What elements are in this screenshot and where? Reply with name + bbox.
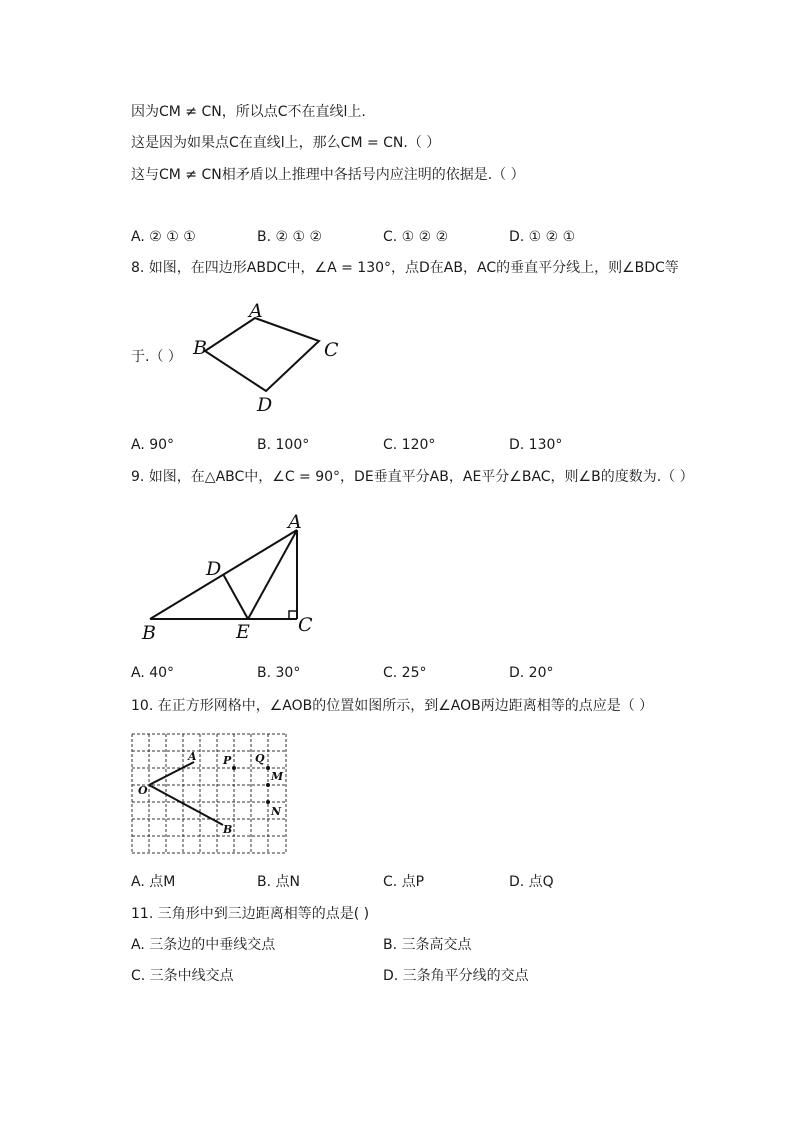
q10-label-o: O [138, 784, 148, 797]
q8-label-d: D [257, 394, 273, 416]
q8-stem: 8. 如图，在四边形ABDC中，∠A = 130°，点D在AB，AC的垂直平分线上，则∠BDC等 [131, 260, 679, 276]
q10-label-p: P [223, 754, 232, 767]
q7-option-c: C. ① ② ② [383, 229, 449, 245]
q10-label-q: Q [255, 752, 265, 765]
q8-option-b: B. 100° [257, 437, 310, 453]
q10-stem: 10. 在正方形网格中，∠AOB的位置如图所示，到∠AOB两边距离相等的点应是（ ） [131, 698, 654, 714]
proof-line-3: 这与CM ≠ CN相矛盾以上推理中各括号内应注明的依据是.（ ） [131, 167, 525, 183]
q9-label-c: C [298, 614, 313, 636]
q9-triangle-figure [138, 510, 328, 645]
q9-option-d: D. 20° [509, 665, 554, 681]
q11-option-a: A. 三条边的中垂线交点 [131, 937, 276, 953]
q10-option-c: C. 点P [383, 874, 425, 890]
q7-option-d: D. ① ② ① [509, 229, 576, 245]
q8-stem-continued: 于.（ ） [131, 349, 182, 365]
q8-label-c: C [324, 339, 339, 361]
q10-label-a: A [188, 750, 197, 763]
q8-option-c: C. 120° [383, 437, 436, 453]
q10-label-m: M [271, 770, 284, 783]
q9-label-b: B [142, 622, 156, 644]
q8-option-d: D. 130° [509, 437, 563, 453]
q8-quadrilateral-figure [185, 296, 355, 416]
q11-option-b: B. 三条高交点 [383, 937, 472, 953]
q10-label-n: N [271, 805, 282, 818]
q8-option-a: A. 90° [131, 437, 175, 453]
q10-option-a: A. 点M [131, 874, 176, 890]
q10-option-b: B. 点N [257, 874, 300, 890]
proof-line-2: 这是因为如果点C在直线l上，那么CM = CN.（ ） [131, 135, 441, 151]
q9-label-a: A [288, 511, 302, 533]
q11-option-c: C. 三条中线交点 [131, 968, 234, 984]
q9-option-a: A. 40° [131, 665, 175, 681]
q10-option-d: D. 点Q [509, 874, 554, 890]
q7-option-a: A. ② ① ① [131, 229, 196, 245]
q9-option-c: C. 25° [383, 665, 427, 681]
q10-grid-figure [131, 733, 291, 858]
q8-label-a: A [249, 300, 263, 322]
q9-stem: 9. 如图，在△ABC中，∠C = 90°，DE垂直平分AB，AE平分∠BAC，则∠B的度数为.（ ） [131, 469, 694, 485]
q8-label-b: B [193, 337, 207, 359]
proof-line-1: 因为CM ≠ CN，所以点C不在直线l上. [131, 104, 366, 120]
q7-option-b: B. ② ① ② [257, 229, 323, 245]
q10-label-b: B [223, 823, 233, 836]
q11-option-d: D. 三条角平分线的交点 [383, 968, 529, 984]
q9-label-d: D [206, 558, 222, 580]
q9-label-e: E [236, 621, 250, 643]
q11-stem: 11. 三角形中到三边距离相等的点是( ) [131, 906, 370, 922]
q9-option-b: B. 30° [257, 665, 301, 681]
